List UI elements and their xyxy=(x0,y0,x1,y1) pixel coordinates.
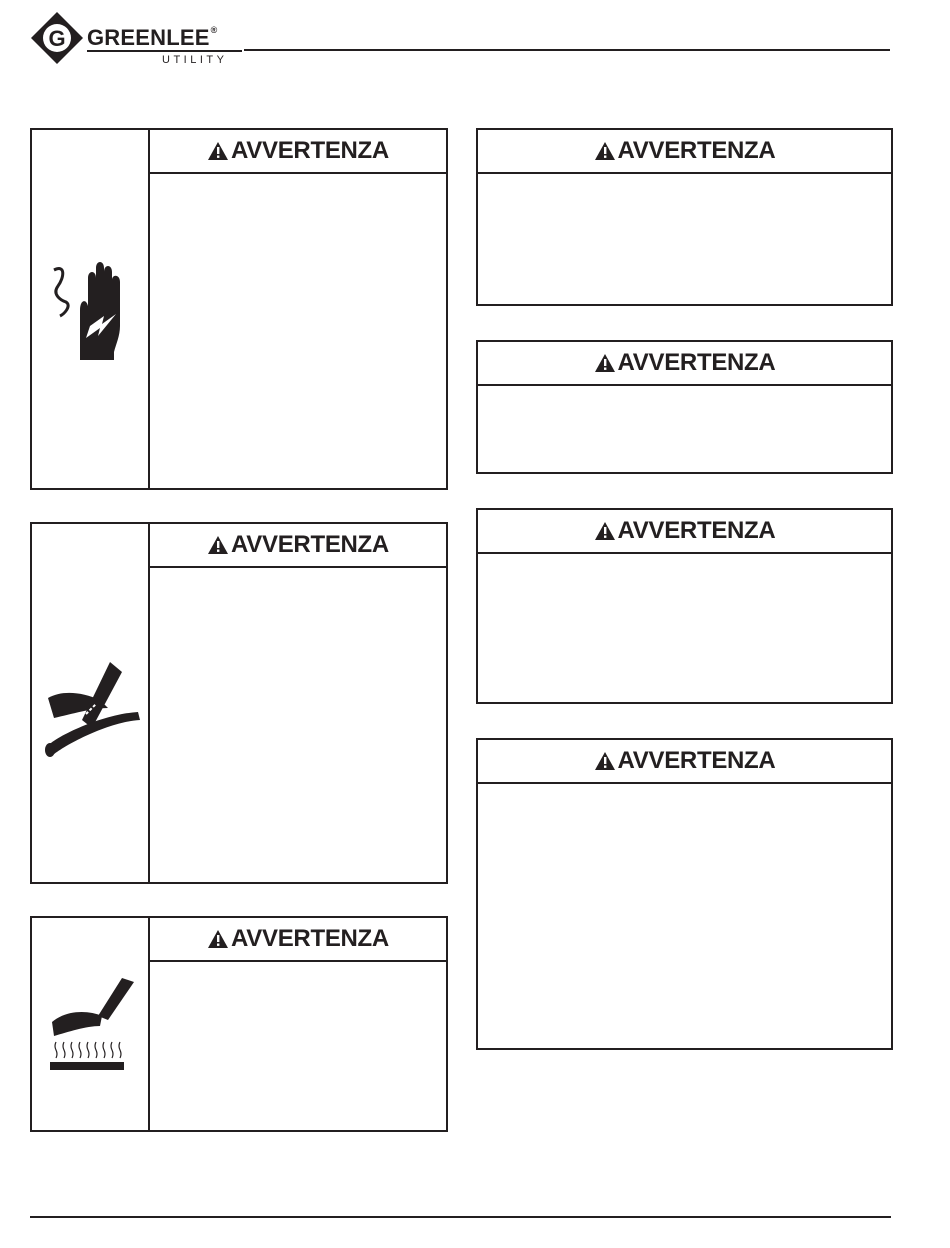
electric-shock-hand-icon xyxy=(46,256,136,366)
pictogram-cell xyxy=(32,524,150,882)
warning-header xyxy=(478,740,891,784)
greenlee-logo xyxy=(29,10,228,70)
warning-label: AVVERTENZA xyxy=(231,531,389,558)
warning-box-electric-shock xyxy=(30,128,448,490)
warning-header xyxy=(150,524,446,568)
cutting-hazard-hand-icon xyxy=(42,658,142,758)
warning-box xyxy=(476,128,893,306)
warning-box xyxy=(476,508,893,704)
warning-triangle-icon xyxy=(594,521,616,541)
footer-rule xyxy=(30,1216,891,1218)
warning-header xyxy=(150,918,446,962)
warning-label: AVVERTENZA xyxy=(617,747,776,774)
header-rule xyxy=(244,49,890,51)
warning-header xyxy=(478,510,891,554)
warning-triangle-icon xyxy=(594,141,616,161)
warning-label: AVVERTENZA xyxy=(617,137,776,164)
warning-label: AVVERTENZA xyxy=(231,925,389,952)
brand-name: GREENLEE® xyxy=(87,25,218,50)
warning-triangle-icon xyxy=(207,929,229,949)
warning-header xyxy=(150,130,446,174)
warning-triangle-icon xyxy=(594,353,616,373)
pictogram-cell xyxy=(32,130,150,488)
svg-text:G: G xyxy=(48,26,66,51)
warning-box xyxy=(476,738,893,1050)
warning-triangle-icon xyxy=(207,141,229,161)
registered-mark: ® xyxy=(210,25,218,35)
greenlee-g-diamond-icon xyxy=(29,10,85,66)
warning-box xyxy=(476,340,893,474)
brand-subtitle: UTILITY xyxy=(162,54,228,66)
warning-label: AVVERTENZA xyxy=(617,517,776,544)
warning-header xyxy=(478,342,891,386)
warning-header xyxy=(478,130,891,174)
warning-triangle-icon xyxy=(207,535,229,555)
hot-surface-hand-icon xyxy=(46,974,136,1074)
warning-box-cutting-hazard xyxy=(30,522,448,884)
brand-underline xyxy=(87,50,242,52)
warning-label: AVVERTENZA xyxy=(231,137,389,164)
warning-box-hot-surface xyxy=(30,916,448,1132)
pictogram-cell xyxy=(32,918,150,1130)
warning-triangle-icon xyxy=(594,751,616,771)
warning-label: AVVERTENZA xyxy=(617,349,776,376)
